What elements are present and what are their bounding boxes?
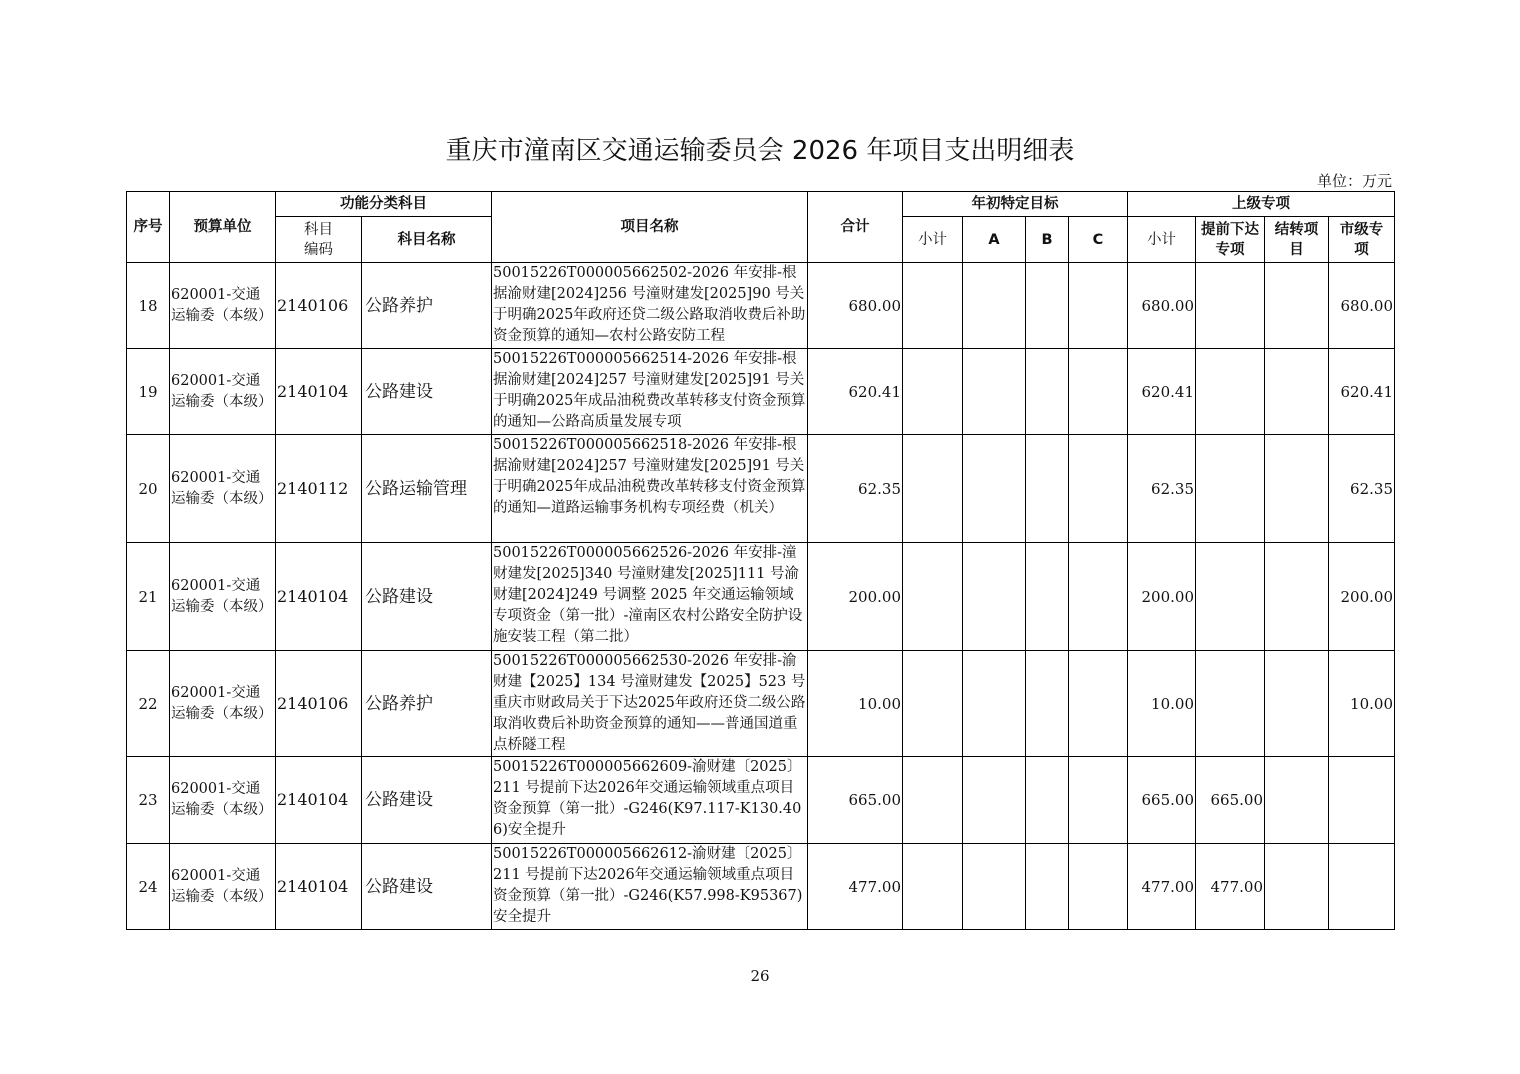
cell-seq: 18 [127, 263, 170, 349]
cell-total: 62.35 [808, 435, 903, 543]
cell-a [963, 757, 1026, 844]
cell-project: 50015226T000005662530-2026 年安排-渝财建【2025】134 号潼财建发【2025】523 号重庆市财政局关于下达2025年政府还贷二级公路取消收费后补助资金预算的通知——普通国道重点桥隧工程 [492, 651, 808, 757]
cell-advance [1196, 263, 1265, 349]
header-sup-subtotal: 小计 [1128, 217, 1196, 263]
cell-project: 50015226T000005662612-渝财建〔2025〕211 号提前下达2026年交通运输领域重点项目资金预算（第一批）-G246(K57.998-K95367)安全提升 [492, 844, 808, 930]
cell-seq: 24 [127, 844, 170, 930]
cell-carryover [1265, 349, 1329, 435]
cell-unit: 620001-交通运输委（本级） [170, 263, 276, 349]
cell-unit: 620001-交通运输委（本级） [170, 349, 276, 435]
cell-sup-subtotal: 620.41 [1128, 349, 1196, 435]
cell-unit: 620001-交通运输委（本级） [170, 651, 276, 757]
cell-city: 62.35 [1329, 435, 1395, 543]
cell-name: 公路养护 [362, 651, 492, 757]
cell-subtotal [903, 349, 963, 435]
cell-carryover [1265, 435, 1329, 543]
header-func-class: 功能分类科目 [276, 192, 492, 217]
table-row [127, 844, 1395, 930]
cell-project: 50015226T000005662518-2026 年安排-根据渝财建[2024]257 号潼财建发[2025]91 号关于明确2025年成品油税费改革转移支付资金预算的通知—道路运输事务机构专项经费（机关） [492, 435, 808, 543]
table-row [127, 435, 1395, 543]
expenditure-table [126, 191, 1395, 930]
cell-c [1069, 757, 1128, 844]
cell-advance [1196, 435, 1265, 543]
table-row [127, 263, 1395, 349]
cell-city [1329, 844, 1395, 930]
cell-total: 680.00 [808, 263, 903, 349]
page-number: 26 [750, 967, 770, 985]
cell-sup-subtotal: 477.00 [1128, 844, 1196, 930]
cell-sup-subtotal: 680.00 [1128, 263, 1196, 349]
cell-subtotal [903, 263, 963, 349]
cell-city: 620.41 [1329, 349, 1395, 435]
cell-project: 50015226T000005662514-2026 年安排-根据渝财建[2024]257 号潼财建发[2025]91 号关于明确2025年成品油税费改革转移支付资金预算的通知—公路高质量发展专项 [492, 349, 808, 435]
cell-subtotal [903, 651, 963, 757]
cell-sup-subtotal: 665.00 [1128, 757, 1196, 844]
cell-code: 2140106 [276, 651, 362, 757]
cell-name: 公路运输管理 [362, 435, 492, 543]
cell-total: 10.00 [808, 651, 903, 757]
header-subject-name: 科目名称 [362, 217, 492, 263]
cell-city: 680.00 [1329, 263, 1395, 349]
cell-seq: 21 [127, 543, 170, 651]
cell-subtotal [903, 543, 963, 651]
cell-b [1026, 543, 1069, 651]
header-city: 市级专 项 [1329, 217, 1395, 263]
cell-unit: 620001-交通运输委（本级） [170, 844, 276, 930]
cell-sup-subtotal: 200.00 [1128, 543, 1196, 651]
cell-b [1026, 349, 1069, 435]
cell-total: 477.00 [808, 844, 903, 930]
unit-label: 单位：万元 [1316, 172, 1392, 190]
cell-a [963, 435, 1026, 543]
cell-carryover [1265, 263, 1329, 349]
cell-sup-subtotal: 10.00 [1128, 651, 1196, 757]
cell-code: 2140112 [276, 435, 362, 543]
cell-total: 200.00 [808, 543, 903, 651]
cell-advance [1196, 349, 1265, 435]
header-c: C [1069, 217, 1128, 263]
header-carryover: 结转项 目 [1265, 217, 1329, 263]
cell-unit: 620001-交通运输委（本级） [170, 757, 276, 844]
header-subject-code: 科目 编码 [276, 217, 362, 263]
cell-a [963, 263, 1026, 349]
cell-total: 620.41 [808, 349, 903, 435]
cell-name: 公路建设 [362, 844, 492, 930]
cell-b [1026, 757, 1069, 844]
table-row [127, 757, 1395, 844]
cell-name: 公路养护 [362, 263, 492, 349]
cell-b [1026, 263, 1069, 349]
cell-b [1026, 651, 1069, 757]
cell-city [1329, 757, 1395, 844]
cell-code: 2140104 [276, 543, 362, 651]
cell-name: 公路建设 [362, 757, 492, 844]
cell-a [963, 543, 1026, 651]
cell-carryover [1265, 844, 1329, 930]
cell-a [963, 844, 1026, 930]
cell-carryover [1265, 757, 1329, 844]
header-advance: 提前下达 专项 [1196, 217, 1265, 263]
header-budget-unit: 预算单位 [170, 192, 276, 263]
cell-project: 50015226T000005662526-2026 年安排-潼财建发[2025]340 号潼财建发[2025]111 号渝财建[2024]249 号调整 2025 年交通运输领域专项资金（第一批）-潼南区农村公路安全防护设施安装工程（第二批） [492, 543, 808, 651]
cell-city: 200.00 [1329, 543, 1395, 651]
page-title: 重庆市潼南区交通运输委员会 2026 年项目支出明细表 [445, 136, 1075, 166]
cell-project: 50015226T000005662609-渝财建〔2025〕211 号提前下达2026年交通运输领域重点项目资金预算（第一批）-G246(K97.117-K130.406)安全提升 [492, 757, 808, 844]
cell-code: 2140106 [276, 263, 362, 349]
header-seq: 序号 [127, 192, 170, 263]
cell-b [1026, 435, 1069, 543]
header-superior: 上级专项 [1128, 192, 1395, 217]
cell-total: 665.00 [808, 757, 903, 844]
cell-subtotal [903, 844, 963, 930]
cell-seq: 22 [127, 651, 170, 757]
header-project-name: 项目名称 [492, 192, 808, 263]
cell-subtotal [903, 757, 963, 844]
cell-advance [1196, 543, 1265, 651]
cell-carryover [1265, 651, 1329, 757]
cell-seq: 20 [127, 435, 170, 543]
cell-c [1069, 651, 1128, 757]
header-special-target: 年初特定目标 [903, 192, 1128, 217]
table-row [127, 543, 1395, 651]
cell-advance: 477.00 [1196, 844, 1265, 930]
cell-c [1069, 844, 1128, 930]
cell-name: 公路建设 [362, 543, 492, 651]
cell-b [1026, 844, 1069, 930]
cell-code: 2140104 [276, 757, 362, 844]
cell-unit: 620001-交通运输委（本级） [170, 435, 276, 543]
cell-seq: 23 [127, 757, 170, 844]
cell-carryover [1265, 543, 1329, 651]
cell-c [1069, 543, 1128, 651]
cell-unit: 620001-交通运输委（本级） [170, 543, 276, 651]
cell-city: 10.00 [1329, 651, 1395, 757]
cell-advance: 665.00 [1196, 757, 1265, 844]
cell-code: 2140104 [276, 844, 362, 930]
header-subtotal: 小计 [903, 217, 963, 263]
cell-code: 2140104 [276, 349, 362, 435]
cell-a [963, 349, 1026, 435]
header-b: B [1026, 217, 1069, 263]
cell-advance [1196, 651, 1265, 757]
cell-project: 50015226T000005662502-2026 年安排-根据渝财建[2024]256 号潼财建发[2025]90 号关于明确2025年政府还贷二级公路取消收费后补助资金预算的通知—农村公路安防工程 [492, 263, 808, 349]
cell-name: 公路建设 [362, 349, 492, 435]
header-a: A [963, 217, 1026, 263]
header-total: 合计 [808, 192, 903, 263]
cell-a [963, 651, 1026, 757]
cell-seq: 19 [127, 349, 170, 435]
cell-c [1069, 263, 1128, 349]
table-row [127, 349, 1395, 435]
cell-c [1069, 435, 1128, 543]
table-row [127, 651, 1395, 757]
cell-subtotal [903, 435, 963, 543]
cell-c [1069, 349, 1128, 435]
cell-sup-subtotal: 62.35 [1128, 435, 1196, 543]
